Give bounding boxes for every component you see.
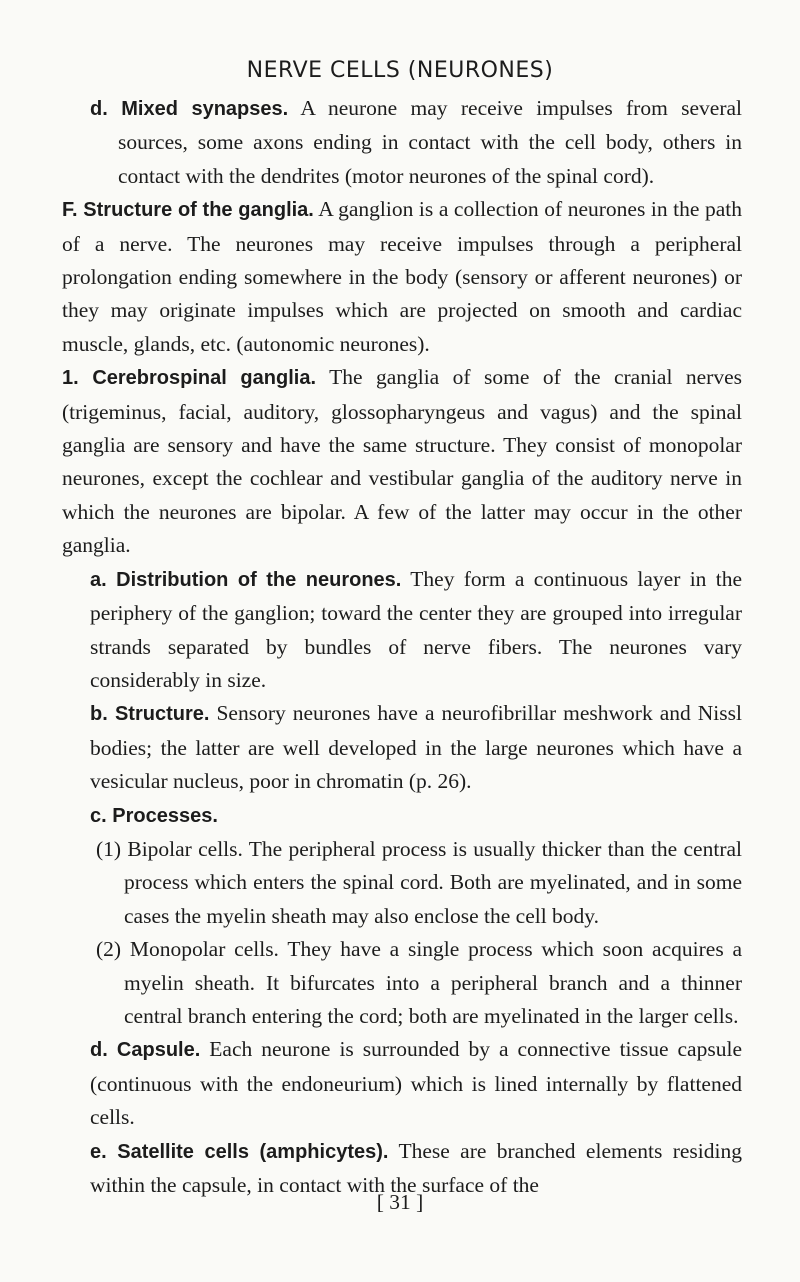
paragraph-text: Each neurone is surrounded by a connective tissue capsule (continuous with the endoneurium) which is lined internally by flattened cells.: [90, 1037, 742, 1130]
paragraph-structure-of-ganglia: [62, 193, 742, 361]
paragraph-heading: 1. Cerebrospinal ganglia.: [62, 367, 316, 390]
paragraph-capsule: [62, 1033, 742, 1134]
paragraph-monopolar-cells: [62, 933, 742, 1033]
running-head: NERVE CELLS (NEURONES): [246, 58, 554, 83]
paragraph-heading: d. Capsule.: [90, 1039, 201, 1062]
paragraph-text: (2) Monopolar cells. They have a single process which soon acquires a myelin sheath. It bifurcates into a peripheral branch and a thinner central branch entering the cord; both are myelinated in the larger cells.: [96, 937, 742, 1028]
paragraph-heading: d. Mixed synapses.: [90, 98, 289, 120]
paragraph-cerebrospinal-ganglia: [62, 361, 742, 562]
paragraph-distribution: [62, 563, 742, 698]
paragraph-heading: b. Structure.: [90, 703, 210, 726]
paragraph-bipolar-cells: [62, 833, 742, 933]
paragraph-text: These are branched elements residing within the capsule, in contact with the surface of the: [90, 1138, 742, 1197]
paragraph-structure: [62, 697, 742, 798]
paragraph-text: Sensory neurones have a neurofibrillar meshwork and Nissl bodies; the latter are well developed in the large neurones which have a vesicular nucleus, poor in chromatin (p. 26).: [90, 701, 742, 794]
paragraph-text: A neurone may receive impulses from several sources, some axons ending in contact with the cell body, others in contact with the dendrites (motor neurones of the spinal cord).: [118, 96, 742, 188]
paragraph-text: A ganglion is a collection of neurones in the path of a nerve. The neurones may receive impulses through a peripheral prolongation ending somewhere in the body (sensory or afferent neurones) or they may originate impulses which are projected on smooth and cardiac muscle, glands, etc. (autonomic neurones).: [62, 197, 742, 356]
paragraph-text: They form a continuous layer in the periphery of the ganglion; toward the center they are grouped into irregular strands separated by bundles of nerve fibers. The neurones vary considerably in size.: [90, 566, 742, 692]
paragraph-text: The ganglia of some of the cranial nerves (trigeminus, facial, auditory, glossopharyngeus and vagus) and the spinal ganglia are sensory and have the same structure. They consist of monopolar neurones, except the cochlear and vestibular ganglia of the auditory nerve in which the neurones are bipolar. A few of the latter may occur in the other ganglia.: [62, 365, 742, 558]
page-number: [ 31 ]: [376, 1190, 424, 1214]
paragraph-heading: e. Satellite cells (amphicytes).: [90, 1140, 389, 1163]
paragraph-heading: F. Structure of the ganglia.: [62, 199, 314, 222]
paragraph-processes: [62, 799, 742, 833]
paragraph-heading: c. Processes.: [90, 804, 218, 827]
paragraph-text: (1) Bipolar cells. The peripheral process is usually thicker than the central process which enters the spinal cord. Both are myelinated, and in some cases the myelin sheath may also enclose the cell body.: [96, 836, 742, 928]
body-text: [62, 92, 742, 1202]
paragraph-mixed-synapses: [62, 92, 742, 193]
paragraph-heading: a. Distribution of the neurones.: [90, 568, 402, 591]
